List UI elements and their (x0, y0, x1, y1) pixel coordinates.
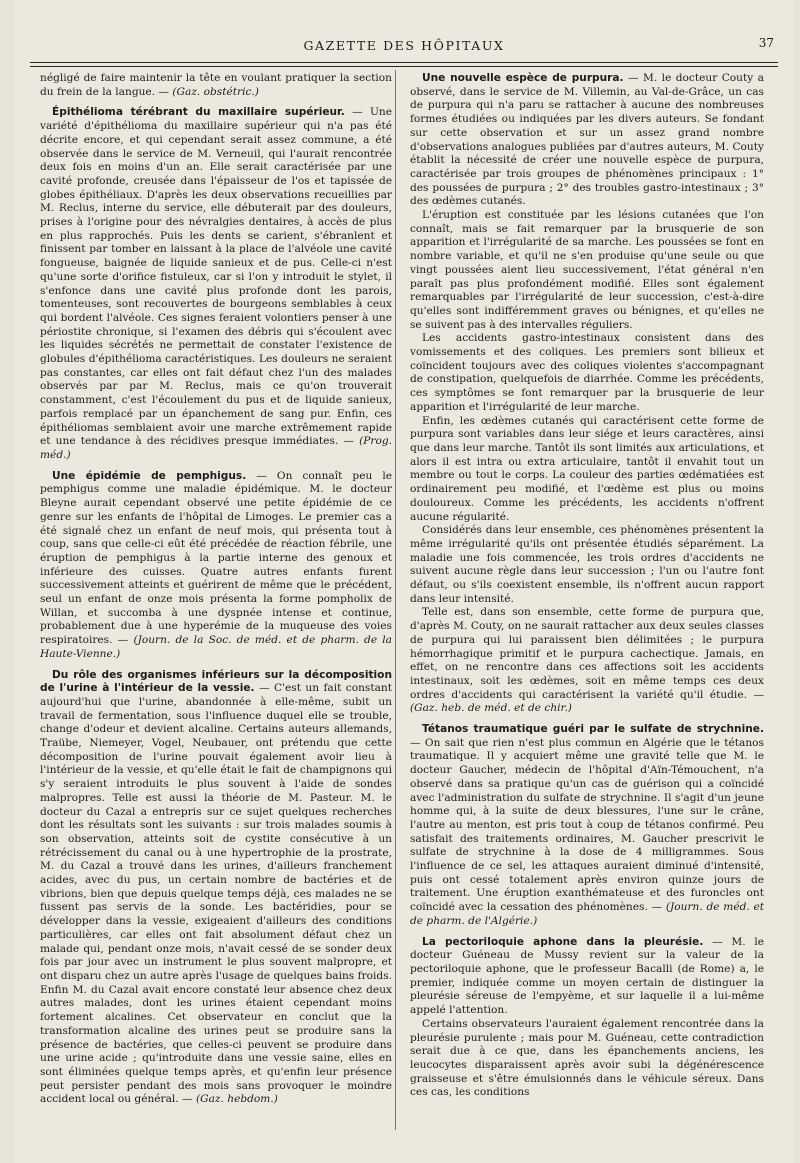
article-text: Enfin, les œdèmes cutanés qui caractérisent cette forme de purpura sont variables dans leur siége et leurs caractères, ainsi que dans leur marche. Tantôt ils sont limités aux articulations, et alors il est intra ou extra articulaire, tantôt il envahit tout un membre ou tout le corps. La couleur des parties œdématiées est ordinairement peu modifié, et l'œdème est plus ou moins douloureux. Comme les précédents, les accidents n'offrent aucune régularité. (410, 414, 764, 523)
article-text: — Une variété d'épithélioma du maxillaire supérieur qui n'a pas été décrite encore, et qui cependant serait assez commune, a été observée dans le service de M. Verneuil, qui l'aurait rencontrée deux fois en moins d'un an. Elle serait caractérisée par une cavité profonde, creusée dans l'épaisseur de l'os et tapissée de globes épithéliaux. D'après les deux observations recueillies par M. Reclus, interne du service, elle débuterait par des douleurs, prises à l'origine pour des névralgies dentaires, à accès de plus en plus rapprochés. Puis les dents se carient, s'ébranlent et finissent par tomber en laissant à la place de l'alvéole une cavité fongueuse, baignée de liquide sanieux et de pus. Celle-ci n'est qu'une sorte d'orifice fistuleux, car si l'on y introduit le stylet, il s'enfonce dans une cavité plus profonde dont les parois, tomenteuses, sont recouvertes de bourgeons semblables à ceux qui bordent l'alvéole. Ces signes feraient volontiers penser à une périostite chronique, si l'examen des débris qui s'écoulent avec les liquides sécrétés ne permettait de constater l'existence de globules d'épithélioma caractéristiques. Les douleurs ne seraient pas constantes, car elles ont fait défaut chez l'un des malades observés par par M. Reclus, mais ce qu'on trouverait constamment, c'est l'écoulement du pus et de liquide sanieux, parfois remplacé par un épanchement de sang pur. Enfin, ces épithéliomas semblaient avoir une marche extrêmement rapide et une tendance à des récidives presque immédiates. — (40, 106, 392, 448)
article (40, 106, 392, 462)
article-paragraph (410, 936, 764, 1018)
article-source: (Prog. méd.) (40, 435, 392, 461)
article-paragraph (410, 723, 764, 929)
article-text: Telle est, dans son ensemble, cette forme de purpura que, d'après M. Couty, on ne saurait rattacher aux deux seules classes de purpura qui lui paraissent bien délimitées ; le purpura hémorrhagique primitif et le purpura cachectique. Jamais, en effet, on ne rencontre dans ces affections soit les accidents intestinaux, soit les œdèmes, soit en même temps ces deux ordres d'accidents qui caractérisent la variété qu'il étudie. — (410, 606, 764, 701)
article-paragraph (410, 209, 764, 332)
article-text: Les accidents gastro-intestinaux consistent dans des vomissements et des coliques. Les premiers sont bilieux et coïncident toujours avec des coliques violentes s'accompagnant de constipation, quelquefois de diarrhée. Comme les précédents, ces symptômes se font remarquer par la brusquerie de leur apparition et l'irrégularité de leur marche. (410, 332, 764, 413)
article (410, 723, 764, 929)
article-paragraph (40, 72, 392, 99)
article (40, 669, 392, 1108)
right-column (410, 72, 764, 1107)
article-text: — C'est un fait constant aujourd'hui que l'urine, abandonnée à elle-même, subit un travail de fermentation, sous l'influence duquel elle se trouble, change d'odeur et devient alcaline. Certains auteurs allemands, Traübe, Niemeyer, Vogel, Neubauer, ont prétendu que cette décomposition de l'urine pouvait également avoir lieu à l'intérieur de la vessie, et qu'elle était le fait de champignons qui s'y seraient introduits le plus souvent à l'aide de sondes malpropres. Telle est aussi la théorie de M. Pasteur. M. le docteur du Cazal a entrepris sur ce sujet quelques recherches dont les résultats sont les suivants : sur trois malades soumis à son observation, atteints soit de cystite consécutive à un rétrécissement du canal ou à une hypertrophie de la prostrate, M. du Cazal a trouvé dans les urines, d'ailleurs franchement acides, avec du pus, un certain nombre de bactéries et de vibrions, bien que depuis quelque temps déjà, ces malades ne se fussent pas servis de la sonde. Les bactéridies, pour se développer dans la vessie, exigeaient d'ailleurs des conditions particulières, car elles ont fait absolument défaut chez un malade qui, pendant onze mois, n'avait cessé de se sonder deux fois par jour avec un instrument le plus souvent malpropre, et ont disparu chez un autre après l'usage de quelques bains froids. Enfin M. du Cazal avait encore constaté leur absence chez deux autres malades, dont les urines étaient cependant moins fortement alcalines. Cet observateur en conclut que la transformation alcaline des urines peut se produire sans la présence de bactéries, que celles-ci peuvent se produire dans une urine acide ; qu'introduite dans une vessie saine, elles en sont éliminées quelque temps après, et qu'enfin leur présence peut persister pendant des mois sans provoquer le moindre accident local ou général. — (40, 682, 392, 1106)
header-rule (30, 62, 778, 63)
article-heading: Tétanos traumatique guéri par le sulfate de strychnine. (422, 723, 764, 736)
article-heading: Une nouvelle espèce de purpura. (422, 72, 624, 84)
journal-title: GAZETTE DES HÔPITAUX (303, 38, 505, 53)
column-divider (395, 70, 396, 1130)
page-number: 37 (758, 36, 774, 50)
article-heading: Une épidémie de pemphigus. (52, 469, 247, 482)
left-column (40, 72, 392, 1114)
article-source: (Gaz. obstétric.) (172, 85, 259, 98)
article-text: — M. le docteur Couty a observé, dans le service de M. Villemin, au Val-de-Grâce, un cas de purpura qui n'a paru se rattacher à aucune des nombreuses formes étudiées ou indiquées par les divers auteurs. Se fondant sur cette observation et sur un assez grand nombre d'observations analogues publiées par d'autres auteurs, M. Couty établit la nécessité de créer une nouvelle espèce de purpura, caractérisée par trois groupes de phénomènes principaux : 1° des poussées de purpura ; 2° des troubles gastro-intestinaux ; 3° des œdèmes cutanés. (410, 72, 764, 208)
page-header (30, 38, 778, 62)
article-paragraph (40, 106, 392, 462)
article (410, 72, 764, 716)
article-text: — On sait que rien n'est plus commun en Algérie que le tétanos traumatique. Il y acquiert même une gravité telle que M. le docteur Gaucher, médecin de l'hôpital d'Aïn-Témouchent, n'a observé dans sa pratique qu'un cas de guérison qui a coïncidé avec l'administration du sulfate de strychnine. Il s'agit d'un jeune homme qui, à la suite de deux blessures, l'une sur le crâne, l'autre au menton, est pris tout à coup de tétanos confirmé. Peu satisfait des traitements ordinaires, M. Gaucher prescrivit le sulfate de strychnine à la dose de 4 milligrammes. Sous l'influence de ce sel, les attaques auraient diminué d'intensité, puis ont cessé totalement après environ quinze jours de traitement. Une éruption exanthémateuse et des furoncles ont coïncidé avec la cessation des phénomènes. — (410, 736, 764, 914)
article-paragraph (410, 415, 764, 525)
article-source: (Journ. de méd. et de pharm. de l'Algérie.) (410, 901, 765, 927)
article-heading: La pectoriloquie aphone dans la pleurésie. (422, 935, 704, 948)
article-paragraph (410, 524, 764, 606)
article-text: — On connaît peu le pemphigus comme une maladie épidémique. M. le docteur Bleyne aurait cependant observé une petite épidémie de ce genre sur les enfants de l'hôpital de Limoges. Le premier cas a été signalé chez un enfant de neuf mois, qui présenta tout à coup, sans que celle-ci eût été précédée de réaction fébrile, une éruption de pemphigus à la partie interne des genoux et inférieure des cuisses. Quatre autres enfants furent successivement atteints et guérirent de même que le précédent, seul un enfant de onze mois présenta la forme pompholix de Willan, et succomba à une dyspnée intense et continue, probablement due à une hyperémie de la muqueuse des voies respiratoires. — (40, 469, 393, 647)
article-text: — M. le docteur Guéneau de Mussy revient sur la valeur de la pectoriloquie aphone, que le professeur Bacalli (de Rome) a, le premier, indiquée comme un moyen certain de distinguer la pleurésie séreuse de l'empyème, et sur laquelle il a lui-même appelé l'attention. (410, 935, 764, 1017)
article-paragraph (410, 1018, 764, 1100)
article (40, 470, 392, 662)
article-text: L'éruption est constituée par les lésions cutanées que l'on connaît, mais se fait remarquer par la brusquerie de son apparition et l'irrégularité de sa marche. Les poussées se font en nombre variable, et qu'il ne s'en produise qu'une seule ou que vingt poussées aient lieu successivement, l'état général n'en paraît pas plus profondément modifié. Elles sont également remarquables par l'irrégularité de leur succession, c'est-à-dire qu'elles sont indifféremment graves ou bénignes, et qu'elles ne se suivent pas à des intervalles réguliers. (410, 209, 764, 331)
article-paragraph (410, 606, 764, 716)
article-source: (Journ. de la Soc. de méd. et de pharm. de la Haute-Vienne.) (40, 634, 392, 660)
article-paragraph (40, 669, 392, 1108)
article-text: Considérés dans leur ensemble, ces phénomènes présentent la même irrégularité qu'ils ont présentée étudiés séparément. La maladie une fois commencée, les trois ordres d'accidents ne suivent aucune règle dans leur succession ; l'un ou l'autre font défaut, ou s'ils coexistent ensemble, ils n'offrent aucun rapport dans leur intensité. (410, 524, 764, 605)
article (40, 72, 392, 99)
article-source: (Gaz. heb. de méd. et de chir.) (410, 702, 572, 715)
article-text: Certains observateurs l'auraient également rencontrée dans la pleurésie purulente ; mais pour M. Guéneau, cette contradiction serait due à ce que, dans les épanchements anciens, les leucocytes disparaissent après avoir subi la dégénérescence graisseuse et s'être émulsionnés dans le véhicule séreux. Dans ces cas, les conditions (410, 1017, 764, 1099)
article-paragraph (410, 72, 764, 209)
article-source: (Gaz. hebdom.) (196, 1093, 278, 1106)
article-text: négligé de faire maintenir la tête en voulant pratiquer la section du frein de la langue. — (40, 72, 392, 98)
article-paragraph (410, 332, 764, 414)
article-paragraph (40, 470, 392, 662)
header-rule-thin (30, 66, 778, 67)
article-heading: Épithélioma térébrant du maxillaire supérieur. (52, 106, 345, 119)
article-heading: Du rôle des organismes inférieurs sur la décomposition de l'urine à l'intérieur de la vessie. (40, 668, 392, 695)
article (410, 936, 764, 1100)
